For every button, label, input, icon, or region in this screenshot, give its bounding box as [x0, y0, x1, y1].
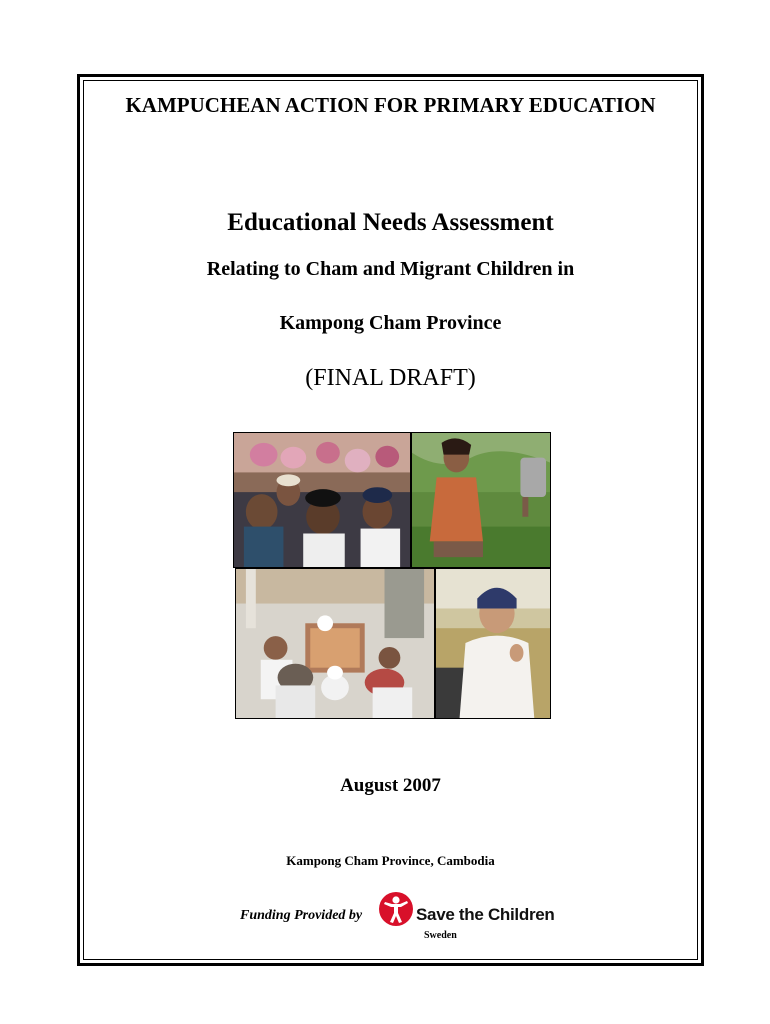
draft-status: (FINAL DRAFT): [305, 365, 476, 391]
girl-in-rice-field-photo: [411, 432, 551, 568]
funder-country: Sweden: [424, 930, 457, 941]
subtitle-line-1: Relating to Cham and Migrant Children in: [206, 258, 575, 280]
organization-name: KAMPUCHEAN ACTION FOR PRIMARY EDUCATION: [125, 93, 656, 117]
subtitle-line-2: Kampong Cham Province: [279, 312, 502, 334]
publication-date: August 2007: [340, 775, 441, 796]
funding-label: Funding Provided by: [240, 908, 363, 923]
document-title: Educational Needs Assessment: [227, 209, 554, 236]
girl-with-headscarf-photo: [435, 568, 551, 719]
group-seated-on-floor-photo: [235, 568, 435, 719]
publication-location: Kampong Cham Province, Cambodia: [286, 853, 495, 868]
save-the-children-logo-icon: [378, 891, 414, 927]
funder-name: Save the Children: [416, 905, 555, 924]
classroom-children-photo: [233, 432, 411, 568]
